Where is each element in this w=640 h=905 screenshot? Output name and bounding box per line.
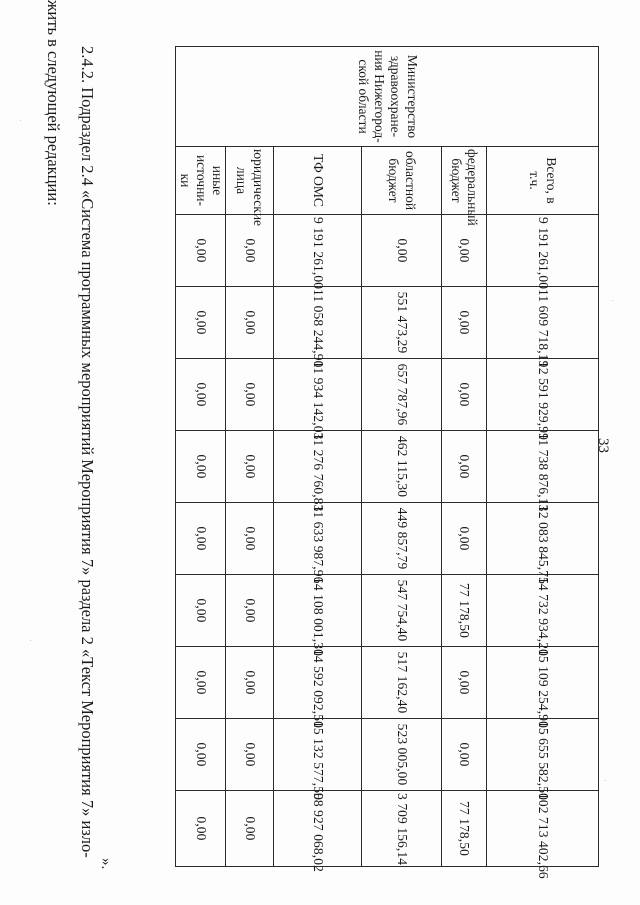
scan-speck	[605, 780, 606, 781]
table-row-tfoms	[274, 47, 362, 867]
source-label: ТФ ОМС	[274, 147, 362, 215]
value-cell: 0,00	[442, 431, 487, 503]
page-number: 33	[595, 438, 611, 453]
value-cell: 102 713 402,66	[487, 791, 599, 867]
value-cell: 0,00	[226, 359, 274, 431]
value-cell: 547 754,40	[362, 575, 442, 647]
value-cell: 523 005,00	[362, 719, 442, 791]
value-cell: 0,00	[176, 359, 226, 431]
value-cell: 0,00	[226, 431, 274, 503]
source-label: Всего, в т.ч.	[487, 147, 599, 215]
value-cell: 14 592 092,50	[274, 647, 362, 719]
value-cell: 0,00	[442, 647, 487, 719]
value-cell: 517 162,40	[362, 647, 442, 719]
value-cell: 449 857,79	[362, 503, 442, 575]
value-cell: 0,00	[226, 503, 274, 575]
value-cell: 0,00	[226, 287, 274, 359]
value-cell: 15 655 582,50	[487, 719, 599, 791]
value-cell: 0,00	[362, 215, 442, 287]
amendment-paragraph-line2: жить в следующей редакции:	[44, 0, 63, 206]
scan-speck	[30, 640, 31, 641]
closing-quote: ».	[98, 858, 114, 870]
value-cell: 11 609 718,19	[487, 287, 599, 359]
source-label: юридические лица	[226, 147, 274, 215]
value-cell: 0,00	[226, 791, 274, 867]
value-cell: 0,00	[442, 287, 487, 359]
value-cell: 14 732 934,20	[487, 575, 599, 647]
responsible-cell: Министерство здравоохране-ния Нижегород-ской области	[176, 47, 599, 147]
value-cell: 15 109 254,90	[487, 647, 599, 719]
value-cell: 0,00	[176, 431, 226, 503]
source-label: областной бюджет	[362, 147, 442, 215]
value-cell: 551 473,29	[362, 287, 442, 359]
table-row-regional	[362, 47, 442, 867]
value-cell: 11 934 142,03	[274, 359, 362, 431]
value-cell: 0,00	[176, 287, 226, 359]
value-cell: 12 083 845,75	[487, 503, 599, 575]
amendment-paragraph-line1: 2.4.2. Подраздел 2.4 «Система программных мероприятий Мероприятия 7» раздела 2 «Текст Мероприятия 7» изло-	[78, 46, 97, 858]
source-label: иные источни-ки	[176, 147, 226, 215]
value-cell: 0,00	[226, 647, 274, 719]
table-row-federal	[442, 47, 487, 867]
value-cell: 11 276 760,83	[274, 431, 362, 503]
value-cell: 11 633 987,96	[274, 503, 362, 575]
value-cell: 0,00	[176, 791, 226, 867]
financing-table	[175, 46, 599, 879]
value-cell: 0,00	[442, 359, 487, 431]
value-cell: 9 191 261,00	[274, 215, 362, 287]
value-cell: 77 178,50	[442, 575, 487, 647]
value-cell: 0,00	[176, 215, 226, 287]
value-cell: 12 591 929,99	[487, 359, 599, 431]
source-label: федеральный бюджет	[442, 147, 487, 215]
value-cell: 0,00	[442, 719, 487, 791]
table-row-legal	[226, 47, 274, 867]
value-cell: 0,00	[176, 719, 226, 791]
value-cell: 98 927 068,02	[274, 791, 362, 867]
value-cell: 14 108 001,30	[274, 575, 362, 647]
table-row-other	[176, 47, 226, 867]
value-cell: 77 178,50	[442, 791, 487, 867]
value-cell: 9 191 261,00	[487, 215, 599, 287]
value-cell: 0,00	[442, 215, 487, 287]
value-cell: 3 709 156,14	[362, 791, 442, 867]
value-cell: 0,00	[226, 575, 274, 647]
value-cell: 657 787,96	[362, 359, 442, 431]
value-cell: 11 058 244,90	[274, 287, 362, 359]
value-cell: 0,00	[226, 719, 274, 791]
value-cell: 462 115,30	[362, 431, 442, 503]
value-cell: 0,00	[226, 215, 274, 287]
table-row-total	[487, 47, 599, 867]
value-cell: 0,00	[176, 575, 226, 647]
value-cell: 0,00	[176, 647, 226, 719]
value-cell: 0,00	[442, 503, 487, 575]
value-cell: 15 132 577,50	[274, 719, 362, 791]
scan-speck	[20, 120, 21, 121]
value-cell: 11 738 876,13	[487, 431, 599, 503]
scan-speck	[612, 300, 613, 301]
value-cell: 0,00	[176, 503, 226, 575]
